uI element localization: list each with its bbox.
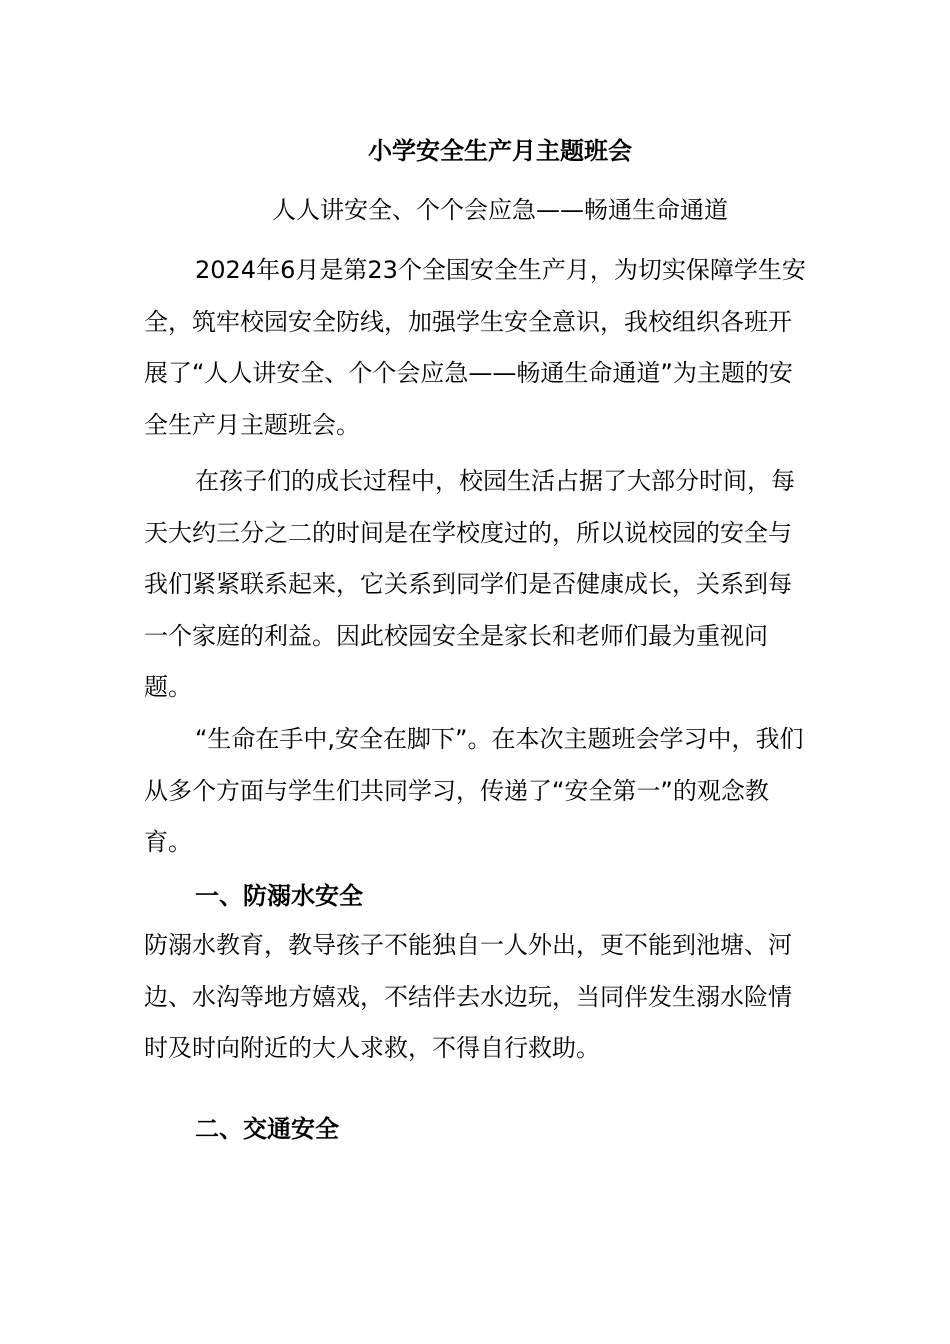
page-subtitle: 人人讲安全、个个会应急——畅通生命通道 — [272, 196, 728, 224]
paragraph-campus-life: 在孩子们的成长过程中，校园生活占据了大部分时间，每天大约三分之二的时间是在学校度过的，所以说校园的安全与我们紧紧联系起来，它关系到同学们是否健康成长，关系到每一个家庭的利益。因此校园安全是家长和老师们最为重视问题。 — [144, 467, 795, 702]
paragraph-intro: 2024年6月是第23个全国安全生产月，为切实保障学生安全，筑牢校园安全防线，加强学生安全意识，我校组织各班开展了“人人讲安全、个个会应急——畅通生命通道”为主题的安全生产月主题班会。 — [144, 256, 806, 439]
paragraph-safety-first: “生命在手中,安全在脚下”。在本次主题班会学习中，我们从多个方面与学生们共同学习，传递了“安全第一”的观念教育。 — [144, 725, 804, 857]
page-title: 小学安全生产月主题班会 — [368, 137, 632, 165]
section-body-drowning: 防溺水教育，教导孩子不能独自一人外出，更不能到池塘、河边、水沟等地方嬉戏，不结伴去水边玩，当同伴发生溺水险情时及时向附近的大人求救，不得自行救助。 — [144, 931, 792, 1063]
section-heading-traffic: 二、交通安全 — [195, 1115, 339, 1143]
section-heading-drowning: 一、防溺水安全 — [195, 882, 363, 910]
